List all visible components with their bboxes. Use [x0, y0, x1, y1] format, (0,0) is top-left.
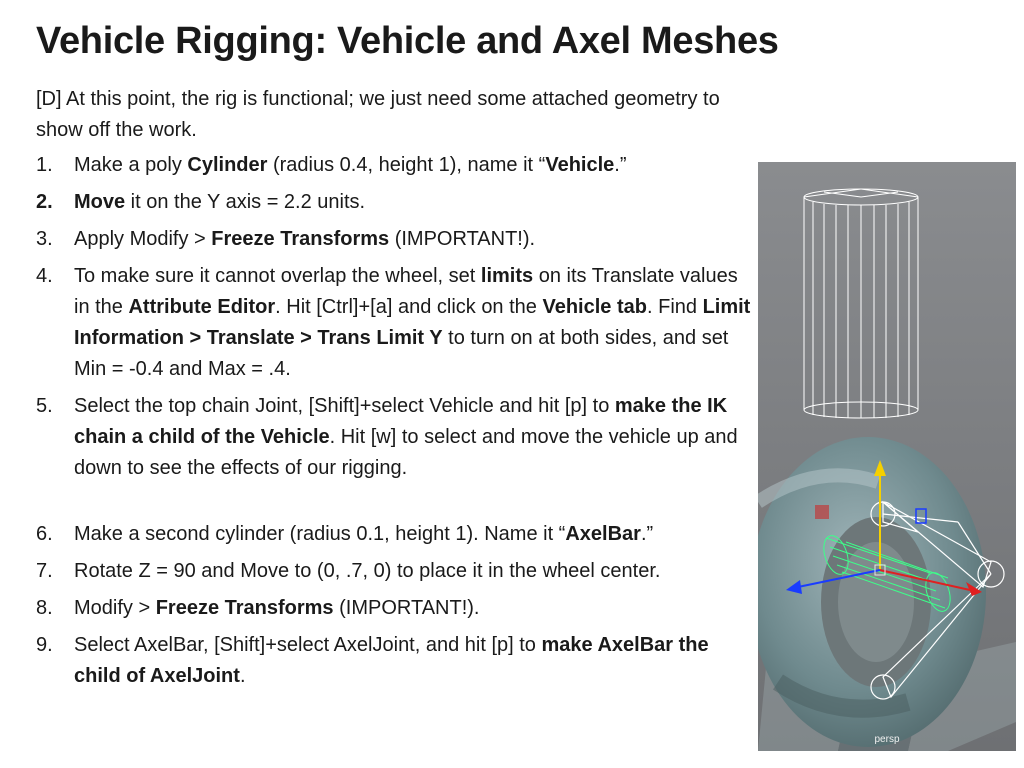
- step-text: (IMPORTANT!).: [389, 228, 536, 250]
- step-emphasis-text: Freeze Transforms: [155, 597, 334, 619]
- step-text: (radius 0.4, height 1), name it “: [267, 154, 546, 176]
- step-number: 6.: [36, 523, 53, 545]
- wheel-mesh: [758, 437, 986, 747]
- step-text: Make a second cylinder (radius 0.1, height 1). Name it “: [74, 523, 566, 545]
- step-emphasis-text: Vehicle tab: [542, 296, 647, 318]
- step-text: Apply Modify >: [74, 228, 212, 250]
- step-emphasis-text: AxelBar: [565, 523, 641, 545]
- step-item: [36, 519, 756, 550]
- step-text: to turn on at both sides, and set Min = -0.4 and Max = .4.: [74, 327, 729, 380]
- step-emphasis-text: make the IK chain a child of the Vehicle: [74, 395, 728, 448]
- step-text: Make a poly: [74, 154, 188, 176]
- step-number: 8.: [36, 597, 53, 619]
- step-emphasis-text: Cylinder: [187, 154, 268, 176]
- viewport-scene: [758, 162, 1016, 751]
- step-text: . Find: [646, 296, 703, 318]
- step-number: 4.: [36, 265, 53, 287]
- step-emphasis-text: Vehicle: [545, 154, 615, 176]
- step-item: [36, 391, 756, 484]
- step-text: .: [239, 665, 246, 687]
- step-text: To make sure it cannot overlap the wheel, set: [74, 265, 481, 287]
- step-item: [36, 224, 756, 255]
- step-number: 3.: [36, 228, 53, 250]
- step-item: [36, 150, 756, 181]
- step-number: 2.: [36, 191, 53, 213]
- step-item: [36, 593, 756, 624]
- step-item: [36, 261, 756, 385]
- step-emphasis-text: Freeze Transforms: [211, 228, 390, 250]
- step-emphasis-text: Limit Information > Translate > Trans Limit Y: [74, 296, 751, 349]
- step-item: [36, 556, 756, 587]
- steps-list: [36, 150, 756, 698]
- step-text: . Hit [w] to select and move the vehicle up and down to see the effects of our rigging.: [74, 426, 738, 479]
- step-text: Modify >: [74, 597, 156, 619]
- step-text: .”: [614, 154, 627, 176]
- step-number: 7.: [36, 560, 53, 582]
- step-text: .”: [640, 523, 654, 545]
- step-item: [36, 630, 756, 692]
- step-text: . Hit [Ctrl]+[a] and click on the: [275, 296, 543, 318]
- step-emphasis-text: Attribute Editor: [128, 296, 276, 318]
- step-text: Select AxelBar, [Shift]+select AxelJoint, and hit [p] to: [74, 634, 542, 656]
- step-emphasis-text: make AxelBar the child of AxelJoint: [74, 634, 709, 687]
- step-number: 5.: [36, 395, 53, 417]
- step-number: 9.: [36, 634, 53, 656]
- viewport-camera-label: persp: [874, 734, 900, 745]
- maya-viewport-screenshot: [758, 162, 1016, 751]
- slide-title: Vehicle Rigging: Vehicle and Axel Meshes: [36, 20, 779, 62]
- step-text: (IMPORTANT!).: [333, 597, 480, 619]
- step-number: 1.: [36, 154, 53, 176]
- step-text: Select the top chain Joint, [Shift]+select Vehicle and hit [p] to: [74, 395, 615, 417]
- intro-paragraph: [D] At this point, the rig is functional; we just need some attached geometry to show off the work.: [36, 88, 720, 141]
- step-emphasis-text: Move: [74, 191, 126, 213]
- step-text: on its Translate values in the: [74, 265, 738, 318]
- step-text: Rotate Z = 90 and Move to (0, .7, 0) to place it in the wheel center.: [74, 560, 661, 582]
- step-item: [36, 187, 756, 218]
- step-text: it on the Y axis = 2.2 units.: [125, 191, 366, 213]
- step-emphasis-text: limits: [480, 265, 534, 287]
